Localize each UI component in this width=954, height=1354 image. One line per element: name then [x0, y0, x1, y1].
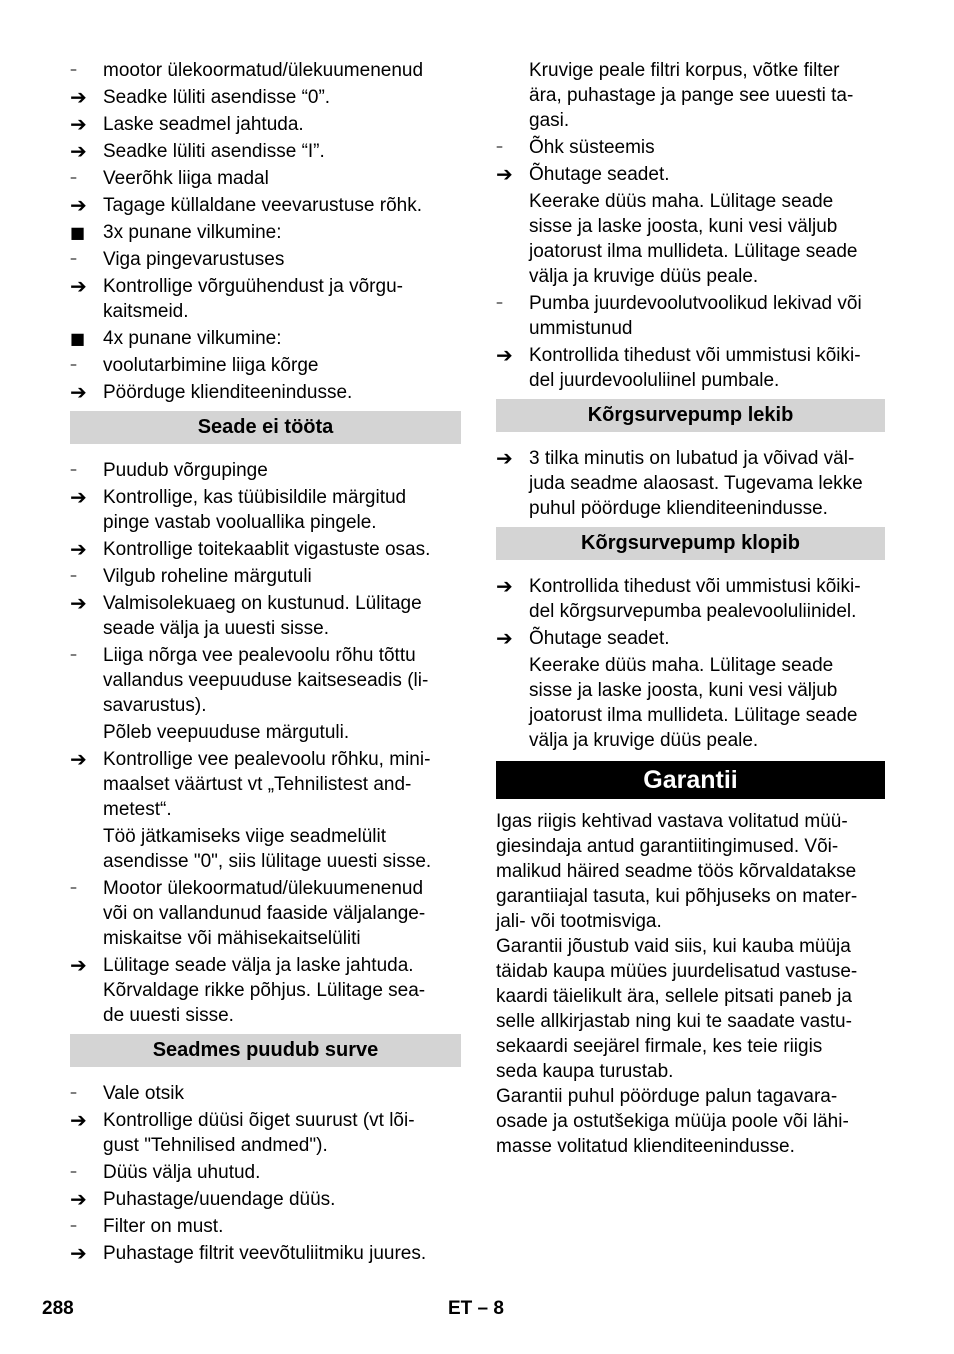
list-item — [70, 220, 461, 245]
list-item-text: Kontrollige võrguühendust ja võrgu- — [103, 276, 403, 297]
list-item-text: joatorust ilma mullideta. Lülitage seade — [529, 241, 858, 262]
list-left-top — [70, 58, 461, 405]
list-item-text: ära, puhastage ja pange see uuesti ta- — [529, 85, 854, 106]
list-item-text: Düüs välja uhutud. — [103, 1162, 261, 1183]
list-item — [70, 58, 461, 83]
list-item-text: pinge vastab vooluallika pingele. — [103, 512, 377, 533]
list-item-text: Kontrollige düüsi õiget suurust (vt lõi- — [103, 1110, 415, 1131]
paragraph-line: garantiiajal tasuta, kui põhjuseks on mater- — [496, 886, 858, 907]
heading-korgsurvepump-klopib: Kõrgsurvepump klopib — [496, 527, 885, 560]
dash-bullet-icon: – — [70, 1085, 77, 1101]
list-item-text: mootor ülekoormatud/ülekuumenenud — [103, 60, 424, 81]
heading-seadmes-puudub-surve: Seadmes puudub surve — [70, 1034, 461, 1067]
list-item-text: sisse ja laske joosta, kuni vesi väljub — [529, 216, 838, 237]
paragraph-line: masse volitatud klienditeenindusse. — [496, 1136, 795, 1157]
arrow-bullet-icon: ➔ — [70, 85, 87, 109]
dash-bullet-icon: – — [70, 170, 77, 186]
list-item-text: metest“. — [103, 799, 172, 820]
list-item — [496, 653, 885, 753]
list-item-text: kaitsmeid. — [103, 301, 189, 322]
list-item — [70, 166, 461, 191]
list-korgsurvepump-klopib — [496, 574, 885, 753]
list-item-text: del kõrgsurvepumba pealevooluliinidel. — [529, 601, 857, 622]
list-item — [70, 876, 461, 951]
dash-bullet-icon: – — [70, 462, 77, 478]
list-item — [70, 824, 461, 874]
arrow-bullet-icon: ➔ — [70, 485, 87, 509]
list-item-text: 3x punane vilkumine: — [103, 222, 282, 243]
list-item — [496, 135, 885, 160]
list-item-text: Kontrollige toitekaablit vigastuste osas. — [103, 539, 431, 560]
list-item — [70, 1108, 461, 1158]
list-item-text: Laske seadmel jahtuda. — [103, 114, 304, 135]
list-item-text: Puhastage/uuendage düüs. — [103, 1189, 336, 1210]
list-item — [70, 720, 461, 745]
list-item — [70, 1160, 461, 1185]
list-item-text: Vale otsik — [103, 1083, 184, 1104]
list-seadmes-puudub-surve — [70, 1081, 461, 1266]
list-item-text: del juurdevooluliinel pumbale. — [529, 370, 780, 391]
list-item — [70, 1081, 461, 1106]
arrow-bullet-icon: ➔ — [70, 1187, 87, 1211]
list-item — [70, 274, 461, 324]
paragraph-line: Garantii puhul pöörduge palun tagavara- — [496, 1086, 838, 1107]
list-item-text: miskaitse või mähisekaitselüliti — [103, 928, 361, 949]
list-item-text: Puudub võrgupinge — [103, 460, 268, 481]
dash-bullet-icon: – — [70, 647, 77, 663]
list-item — [70, 643, 461, 718]
list-item-text: joatorust ilma mullideta. Lülitage seade — [529, 705, 858, 726]
list-item-text: või on vallandunud faaside väljalange- — [103, 903, 426, 924]
square-bullet-icon: ■ — [70, 329, 86, 348]
arrow-bullet-icon: ➔ — [70, 1241, 87, 1265]
arrow-bullet-icon: ➔ — [70, 953, 87, 977]
list-item-text: Põleb veepuuduse märgutuli. — [103, 722, 350, 743]
arrow-bullet-icon: ➔ — [496, 574, 513, 598]
list-item-text: Kõrvaldage rikke põhjus. Lülitage sea- — [103, 980, 426, 1001]
paragraph-line: giesindaja antud garantiitingimused. Või- — [496, 836, 839, 857]
dash-bullet-icon: – — [70, 1218, 77, 1234]
list-item-text: Puhastage filtrit veevõtuliitmiku juures. — [103, 1243, 427, 1264]
list-item — [496, 626, 885, 651]
paragraph-line: kaardi täielikult ära, sellele pitsati paneb ja — [496, 986, 852, 1007]
list-item-text: 3 tilka minutis on lubatud ja võivad väl- — [529, 448, 855, 469]
list-item — [70, 139, 461, 164]
list-item-text: de uuesti sisse. — [103, 1005, 234, 1026]
arrow-bullet-icon: ➔ — [70, 193, 87, 217]
list-item — [70, 458, 461, 483]
paragraph-line: malikud häired seadme töös kõrvaldatakse — [496, 861, 857, 882]
arrow-bullet-icon: ➔ — [70, 537, 87, 561]
list-item-text: ummistunud — [529, 318, 633, 339]
arrow-bullet-icon: ➔ — [496, 446, 513, 470]
list-item-text: Õhutage seadet. — [529, 628, 670, 649]
dash-bullet-icon: – — [70, 251, 77, 267]
garantii-text — [496, 809, 885, 1159]
list-item-text: Viga pingevarustuses — [103, 249, 285, 270]
arrow-bullet-icon: ➔ — [70, 747, 87, 771]
paragraph-line: sekaardi seejärel firmale, kes teie riigis — [496, 1036, 823, 1057]
paragraph — [496, 809, 885, 934]
arrow-bullet-icon: ➔ — [496, 162, 513, 186]
list-item — [70, 353, 461, 378]
paragraph — [496, 1084, 885, 1159]
list-item — [496, 162, 885, 187]
list-item-text: voolutarbimine liiga kõrge — [103, 355, 319, 376]
paragraph-line: seda kaupa turustab. — [496, 1061, 674, 1082]
list-item-text: välja ja kruvige düüs peale. — [529, 266, 759, 287]
list-item — [70, 85, 461, 110]
list-item — [70, 591, 461, 641]
list-item — [496, 446, 885, 521]
list-item-text: Töö jätkamiseks viige seadmelülit — [103, 826, 387, 847]
list-item — [496, 58, 885, 133]
list-item — [70, 247, 461, 272]
paragraph-line: selle allkirjastab ning kui te saadate vastu- — [496, 1011, 852, 1032]
square-bullet-icon: ■ — [70, 223, 86, 242]
dash-bullet-icon: – — [70, 62, 77, 78]
page-number: 288 — [42, 1298, 74, 1319]
arrow-bullet-icon: ➔ — [70, 139, 87, 163]
list-item — [496, 189, 885, 289]
list-item-text: Liiga nõrga vee pealevoolu rõhu tõttu — [103, 645, 416, 666]
list-item-text: juda seadme alaosast. Tugevama lekke — [529, 473, 863, 494]
heading-korgsurvepump-lekib: Kõrgsurvepump lekib — [496, 399, 885, 432]
list-item — [70, 1241, 461, 1266]
list-korgsurvepump-lekib — [496, 446, 885, 521]
list-item — [70, 564, 461, 589]
list-item-text: Kontrollida tihedust või ummistusi kõiki- — [529, 345, 861, 366]
list-item — [70, 953, 461, 1028]
list-item-text: Kontrollida tihedust või ummistusi kõiki- — [529, 576, 861, 597]
arrow-bullet-icon: ➔ — [496, 343, 513, 367]
list-item-text: Lülitage seade välja ja laske jahtuda. — [103, 955, 414, 976]
list-item-text: Valmisolekuaeg on kustunud. Lülitage — [103, 593, 422, 614]
list-item-text: sisse ja laske joosta, kuni vesi väljub — [529, 680, 838, 701]
list-item-text: vallandus veepuuduse kaitseseadis (li- — [103, 670, 429, 691]
dash-bullet-icon: – — [70, 1164, 77, 1180]
paragraph-line: jali- või tootmisviga. — [496, 911, 662, 932]
section-title-garantii: Garantii — [496, 761, 885, 799]
dash-bullet-icon: – — [70, 357, 77, 373]
list-right-top — [496, 58, 885, 393]
list-item-text: Kruvige peale filtri korpus, võtke filter — [529, 60, 840, 81]
list-item — [70, 485, 461, 535]
language-page-label: ET – 8 — [448, 1298, 504, 1319]
heading-seade-ei-toota: Seade ei tööta — [70, 411, 461, 444]
list-item — [496, 574, 885, 624]
list-item-text: Keerake düüs maha. Lülitage seade — [529, 655, 834, 676]
arrow-bullet-icon: ➔ — [70, 274, 87, 298]
list-item — [496, 291, 885, 341]
list-seade-ei-toota — [70, 458, 461, 1028]
dash-bullet-icon: – — [496, 139, 503, 155]
list-item — [70, 1187, 461, 1212]
list-item — [70, 193, 461, 218]
arrow-bullet-icon: ➔ — [70, 591, 87, 615]
list-item-text: Mootor ülekoormatud/ülekuumenenud — [103, 878, 424, 899]
dash-bullet-icon: – — [496, 295, 503, 311]
list-item — [70, 112, 461, 137]
list-item-text: Õhk süsteemis — [529, 137, 655, 158]
arrow-bullet-icon: ➔ — [70, 380, 87, 404]
list-item-text: Vilgub roheline märgutuli — [103, 566, 312, 587]
list-item-text: Seadke lüliti asendisse “0”. — [103, 87, 331, 108]
dash-bullet-icon: – — [70, 568, 77, 584]
paragraph-line: Igas riigis kehtivad vastava volitatud müü- — [496, 811, 848, 832]
dash-bullet-icon: – — [70, 880, 77, 896]
list-item-text: Pöörduge klienditeenindusse. — [103, 382, 353, 403]
arrow-bullet-icon: ➔ — [496, 626, 513, 650]
paragraph — [496, 934, 885, 1084]
list-item — [70, 1214, 461, 1239]
list-item-text: välja ja kruvige düüs peale. — [529, 730, 759, 751]
list-item-text: Veerõhk liiga madal — [103, 168, 269, 189]
list-item-text: Tagage küllaldane veevarustuse rõhk. — [103, 195, 422, 216]
paragraph-line: täidab kaupa müües juurdelisatud vastuse- — [496, 961, 858, 982]
arrow-bullet-icon: ➔ — [70, 1108, 87, 1132]
list-item-text: Keerake düüs maha. Lülitage seade — [529, 191, 834, 212]
list-item-text: Kontrollige, kas tüübisildile märgitud — [103, 487, 407, 508]
list-item-text: puhul pöörduge klienditeenindusse. — [529, 498, 828, 519]
list-item-text: 4x punane vilkumine: — [103, 328, 282, 349]
list-item-text: Kontrollige vee pealevoolu rõhku, mini- — [103, 749, 431, 770]
list-item-text: Filter on must. — [103, 1216, 224, 1237]
paragraph-line: Garantii jõustub vaid siis, kui kauba müüja — [496, 936, 851, 957]
list-item-text: gust "Tehnilised andmed"). — [103, 1135, 328, 1156]
left-column — [70, 58, 461, 1268]
list-item-text: asendisse "0", siis lülitage uuesti sisse. — [103, 851, 432, 872]
list-item — [496, 343, 885, 393]
list-item-text: maalset väärtust vt „Tehnilistest and- — [103, 774, 412, 795]
list-item — [70, 537, 461, 562]
list-item-text: seade välja ja uuesti sisse. — [103, 618, 330, 639]
right-column — [496, 58, 885, 1159]
list-item-text: Pumba juurdevoolutvoolikud lekivad või — [529, 293, 862, 314]
list-item-text: Seadke lüliti asendisse “I”. — [103, 141, 325, 162]
arrow-bullet-icon: ➔ — [70, 112, 87, 136]
list-item-text: Õhutage seadet. — [529, 164, 670, 185]
list-item-text: savarustus). — [103, 695, 207, 716]
list-item — [70, 326, 461, 351]
list-item-text: gasi. — [529, 110, 570, 131]
paragraph-line: osade ja ostutšekiga müüja poole või lähi- — [496, 1111, 849, 1132]
list-item — [70, 380, 461, 405]
list-item — [70, 747, 461, 822]
